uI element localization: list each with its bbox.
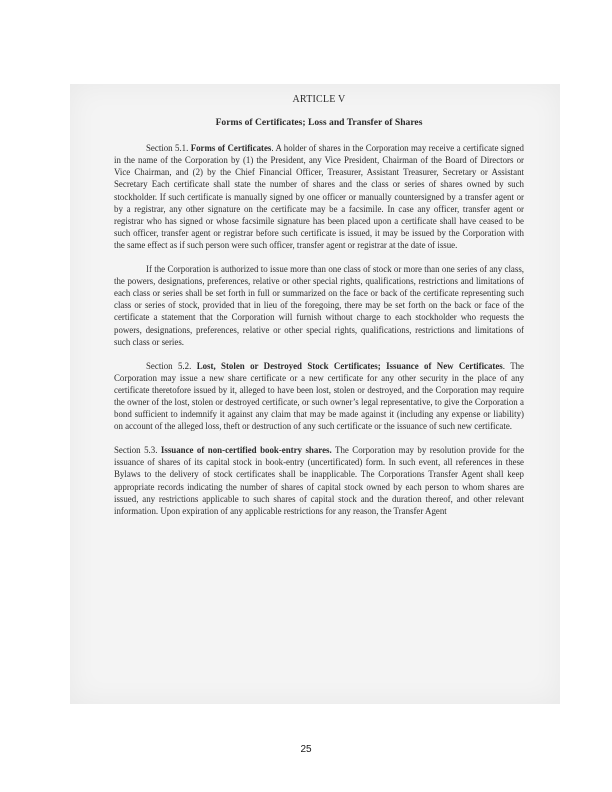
section-5-3-heading: Issuance of non-certified book-entry shares. <box>160 445 332 456</box>
section-5-3-paragraph <box>114 444 524 517</box>
section-5-2-prefix: Section 5.2. <box>146 360 197 371</box>
scanned-page <box>70 84 560 704</box>
section-5-2-body: . The Corporation may issue a new share certificate or a new certificate for any other security in the place of any certificate theretofore issued by it, alleged to have been lost, stolen or destroyed, and the Corporation may require the owner of the lost, stolen or destroyed certificate, or such owner’s legal representative, to give the Corporation a bond sufficient to indemnify it against any claim that may be made against it (including any expense or liability) on account of the alleged loss, theft or destruction of any such certificate or the issuance of such new certificate. <box>114 360 524 432</box>
section-5-1-prefix: Section 5.1. <box>146 143 191 154</box>
section-5-2-paragraph <box>114 360 524 433</box>
section-5-3-body: The Corporation may by resolution provide for the issuance of shares of its capital stock in book-entry (uncertificated) form. In such event, all references in these Bylaws to the delivery of stock certificates shall be inapplicable. The Corporations Transfer Agent shall keep appropriate records indicating the number of shares of capital stock owned by each person to whom shares are issued, any restrictions applicable to such shares of capital stock and the duration thereof, and other relevant information. Upon expiration of any applicable restrictions for any reason, the Transfer Agent <box>114 445 525 516</box>
section-5-1-series-body: If the Corporation is authorized to issue more than one class of stock or more than one series of any class, the powers, designations, preferences, relative or other special rights, qualifications, restrictions and limitations of each class or series shall be set forth in full or summarized on the face or back of the certificate representing such class or series of stock, provided that in lieu of the foregoing, there may be set forth on the back or face of the certificate a statement that the Corporation will furnish without charge to each stockholder who requests the powers, designations, preferences, relative or other special rights, qualifications, restrictions and limitations of such class or series. <box>114 264 524 347</box>
page-number: 25 <box>300 744 312 755</box>
article-subtitle: Forms of Certificates; Loss and Transfer of Shares <box>215 117 423 129</box>
section-5-1-body: . A holder of shares in the Corporation may receive a certificate signed in the name of the Corporation by (1) the President, any Vice President, Chairman of the Board of Directors or Vice Chairman, and (2) by the Chief Financial Officer, Treasurer, Assistant Treasurer, Secretary or Assistant Secretary Each certificate shall state the number of shares and the class or series of shares owned by such stockholder. If such certificate is manually signed by one officer or manually countersigned by a transfer agent or by a registrar, any other signature on the certificate may be a facsimile. In case any officer, transfer agent or registrar who has signed or whose facsimile signature has been placed upon a certificate shall have ceased to be such officer, transfer agent or registrar before such certificate is issued, it may be issued by the Corporation with the same effect as if such person were such officer, transfer agent or registrar at the date of issue. <box>114 143 524 250</box>
section-5-1-heading: Forms of Certificates <box>190 143 272 154</box>
section-5-1-paragraph <box>114 142 524 251</box>
section-5-2-heading: Lost, Stolen or Destroyed Stock Certificates; Issuance of New Certificates <box>196 360 503 371</box>
document-body <box>114 94 524 529</box>
section-5-3-prefix: Section 5.3. <box>114 445 161 456</box>
article-title: ARTICLE V <box>292 94 346 105</box>
section-5-1-series-paragraph <box>114 263 524 348</box>
